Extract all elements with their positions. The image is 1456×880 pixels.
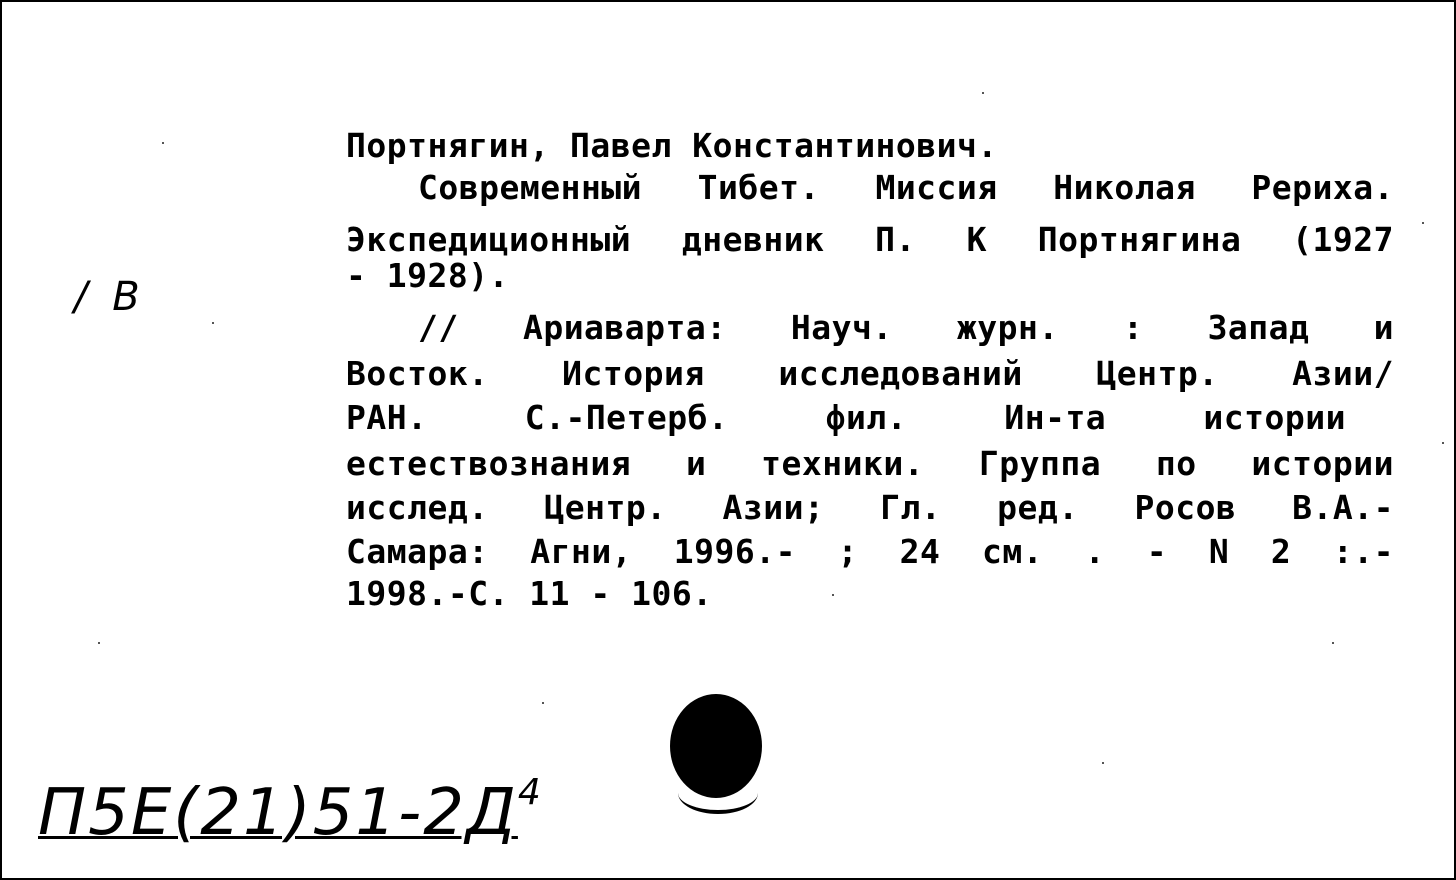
source-line-3: РАН. С.-Петерб. фил. Ин-та истории (346, 398, 1346, 437)
source-line-6: Самара: Агни, 1996.- ; 24 см. . - N 2 :.- (346, 532, 1394, 571)
source-line-4: естествознания и техники. Группа по истории (346, 444, 1394, 483)
margin-mark: / В (74, 274, 146, 320)
shelf-mark-superscript: 4 (517, 772, 543, 813)
scan-speck (1332, 642, 1334, 644)
scan-speck (212, 322, 214, 324)
source-line-5: исслед. Центр. Азии; Гл. ред. Росов В.А.- (346, 488, 1394, 527)
punch-hole-edge (678, 772, 758, 814)
title-line-2: Экспедиционный дневник П. К Портнягина (1927 (346, 220, 1394, 259)
scan-speck (1442, 442, 1444, 444)
scan-speck (982, 92, 984, 94)
title-line-3: - 1928). (346, 256, 509, 295)
scan-speck (162, 142, 164, 144)
scan-speck (98, 642, 100, 644)
scan-speck (1422, 222, 1424, 224)
source-line-2: Восток. История исследований Центр. Азии/ (346, 354, 1394, 393)
title-line-1: Современный Тибет. Миссия Николая Рериха. (418, 168, 1394, 207)
scan-speck (1102, 762, 1104, 764)
source-line-7: 1998.-С. 11 - 106. (346, 574, 713, 613)
scan-speck (542, 702, 544, 704)
author-heading: Портнягин, Павел Константинович. (346, 126, 998, 165)
shelf-mark-code: П5Е(21)51-2Д (38, 776, 518, 850)
source-line-1: // Ариаварта: Науч. журн. : Запад и (418, 308, 1394, 347)
shelf-mark (38, 772, 543, 850)
scan-speck (832, 594, 834, 596)
